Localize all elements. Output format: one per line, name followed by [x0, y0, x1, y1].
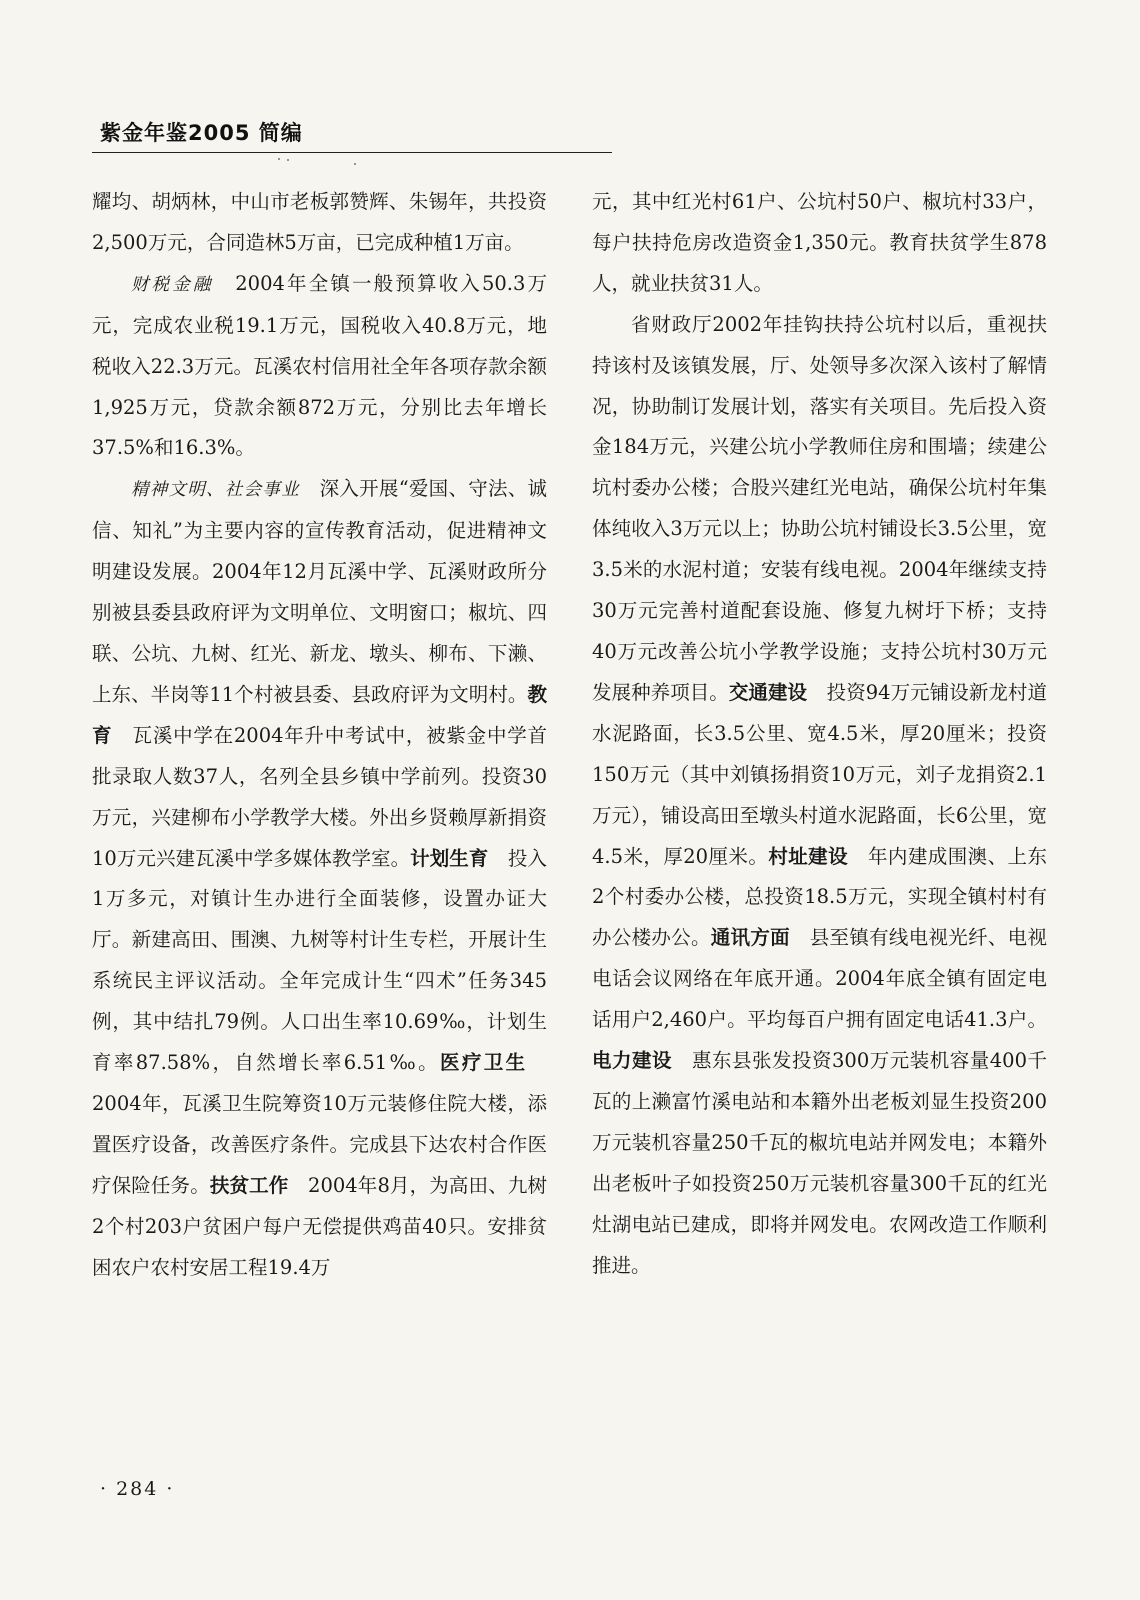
body-text: 2004年，瓦溪卫生院筹资10万元装修住院大楼，添置医疗设备，改善医疗条件。完成县下达农村合作医疗保险任务。	[92, 1051, 547, 1197]
body-text: 省财政厅2002年挂钩扶持公坑村以后，重视扶持该村及该镇发展，厅、处领导多次深入该村了解情况，协助制订发展计划，落实有关项目。先后投入资金184万元，兴建公坑小学教师住房和围墙；续建公坑村委办公楼；合股兴建红光电站，确保公坑村年集体纯收入3万元以上；协助公坑村铺设长3.5公里，宽3.5米的水泥村道；安装有线电视。2004年继续支持30万元完善村道配套设施、修复九树圩下桥；支持40万元改善公坑小学教学设施；支持公坑村30万元发展种养项目。	[592, 312, 1047, 704]
topic-heading: 医疗卫生	[439, 1051, 528, 1075]
topic-heading: 计划生育	[410, 846, 489, 870]
body-text: 投资94万元铺设新龙村道水泥路面，长3.5公里、宽4.5米，厚20厘米；投资150万元（其中刘镇扬捐资10万元，刘子龙捐资2.1万元），铺设高田至墩头村道水泥路面，长6公里，宽4.5米，厚20厘米。	[592, 680, 1047, 868]
body-text: 耀均、胡炳林，中山市老板郭赞辉、朱锡年，共投资2,500万元，合同造林5万亩，已完成种植1万亩。	[92, 190, 547, 254]
topic-heading: 电力建设	[592, 1049, 673, 1073]
topic-heading: 交通建设	[728, 680, 808, 704]
topic-heading: 村址建设	[768, 844, 849, 868]
left-column	[92, 182, 547, 1288]
topic-heading: 教育	[92, 682, 547, 747]
body-text: 惠东县张发投资300万元装机容量400千瓦的上濑富竹溪电站和本籍外出老板刘显生投资200万元装机容量250千瓦的椒坑电站并网发电；本籍外出老板叶子如投资250万元装机容量300千瓦的红光灶湖电站已建成，即将并网发电。农网改造工作顺利推进。	[592, 1049, 1047, 1277]
body-text: 深入开展“爱国、守法、诚信、知礼”为主要内容的宣传教育活动，促进精神文明建设发展。2004年12月瓦溪中学、瓦溪财政所分别被县委县政府评为文明单位、文明窗口；椒坑、四联、公坑、九树、红光、新龙、墩头、柳布、下濑、上东、半岗等11个村被县委、县政府评为文明村。	[92, 477, 547, 706]
left-column-paragraph	[92, 182, 547, 264]
left-column-paragraph	[92, 469, 547, 1288]
body-text: 瓦溪中学在2004年升中考试中，被紫金中学首批录取人数37人，名列全县乡镇中学前列。投资30万元，兴建柳布小学教学大楼。外出乡贤赖厚新捐资10万元兴建瓦溪中学多媒体教学室。	[92, 723, 547, 870]
body-text: 年内建成围澳、上东2个村委办公楼，总投资18.5万元，实现全镇村村有办公楼办公。	[592, 844, 1047, 950]
scan-speck	[278, 158, 280, 160]
body-text: 县至镇有线电视光纤、电视电话会议网络在年底开通。2004年底全镇有固定电话用户2,460户。平均每百户拥有固定电话41.3户。	[592, 926, 1047, 1032]
section-heading: 财税金融	[131, 274, 214, 295]
scan-speck	[287, 159, 289, 161]
right-column-paragraph	[592, 182, 1047, 305]
right-column-paragraph	[592, 305, 1047, 1287]
body-text: 2004年全镇一般预算收入50.3万元，完成农业税19.1万元，国税收入40.8万元，地税收入22.3万元。瓦溪农村信用社全年各项存款余额1,925万元，贷款余额872万元，分别比去年增长37.5%和16.3%。	[92, 271, 548, 460]
body-text: 2004年8月，为高田、九树2个村203户贫困户每户无偿提供鸡苗40只。安排贫困农户农村安居工程19.4万	[92, 1173, 547, 1279]
topic-heading: 扶贫工作	[209, 1173, 289, 1197]
body-text: 投入1万多元，对镇计生办进行全面装修，设置办证大厅。新建高田、围澳、九树等村计生专栏，开展计生系统民主评议活动。全年完成计生“四术”任务345例，其中结扎79例。人口出生率10.69‰，计划生育率87.58%，自然增长率6.51‰。	[92, 846, 547, 1075]
page-number: · 284 ·	[100, 1478, 175, 1500]
body-text: 元，其中红光村61户、公坑村50户、椒坑村33户，每户扶持危房改造资金1,350元。教育扶贫学生878人，就业扶贫31人。	[592, 190, 1047, 295]
left-column-paragraph	[92, 264, 547, 470]
right-column	[592, 182, 1047, 1286]
section-heading: 精神文明、社会事业	[131, 480, 300, 501]
topic-heading: 通讯方面	[710, 926, 790, 950]
header-rule	[92, 152, 612, 153]
scan-speck	[354, 163, 356, 165]
running-header: 紫金年鉴2005 简编	[100, 121, 303, 145]
